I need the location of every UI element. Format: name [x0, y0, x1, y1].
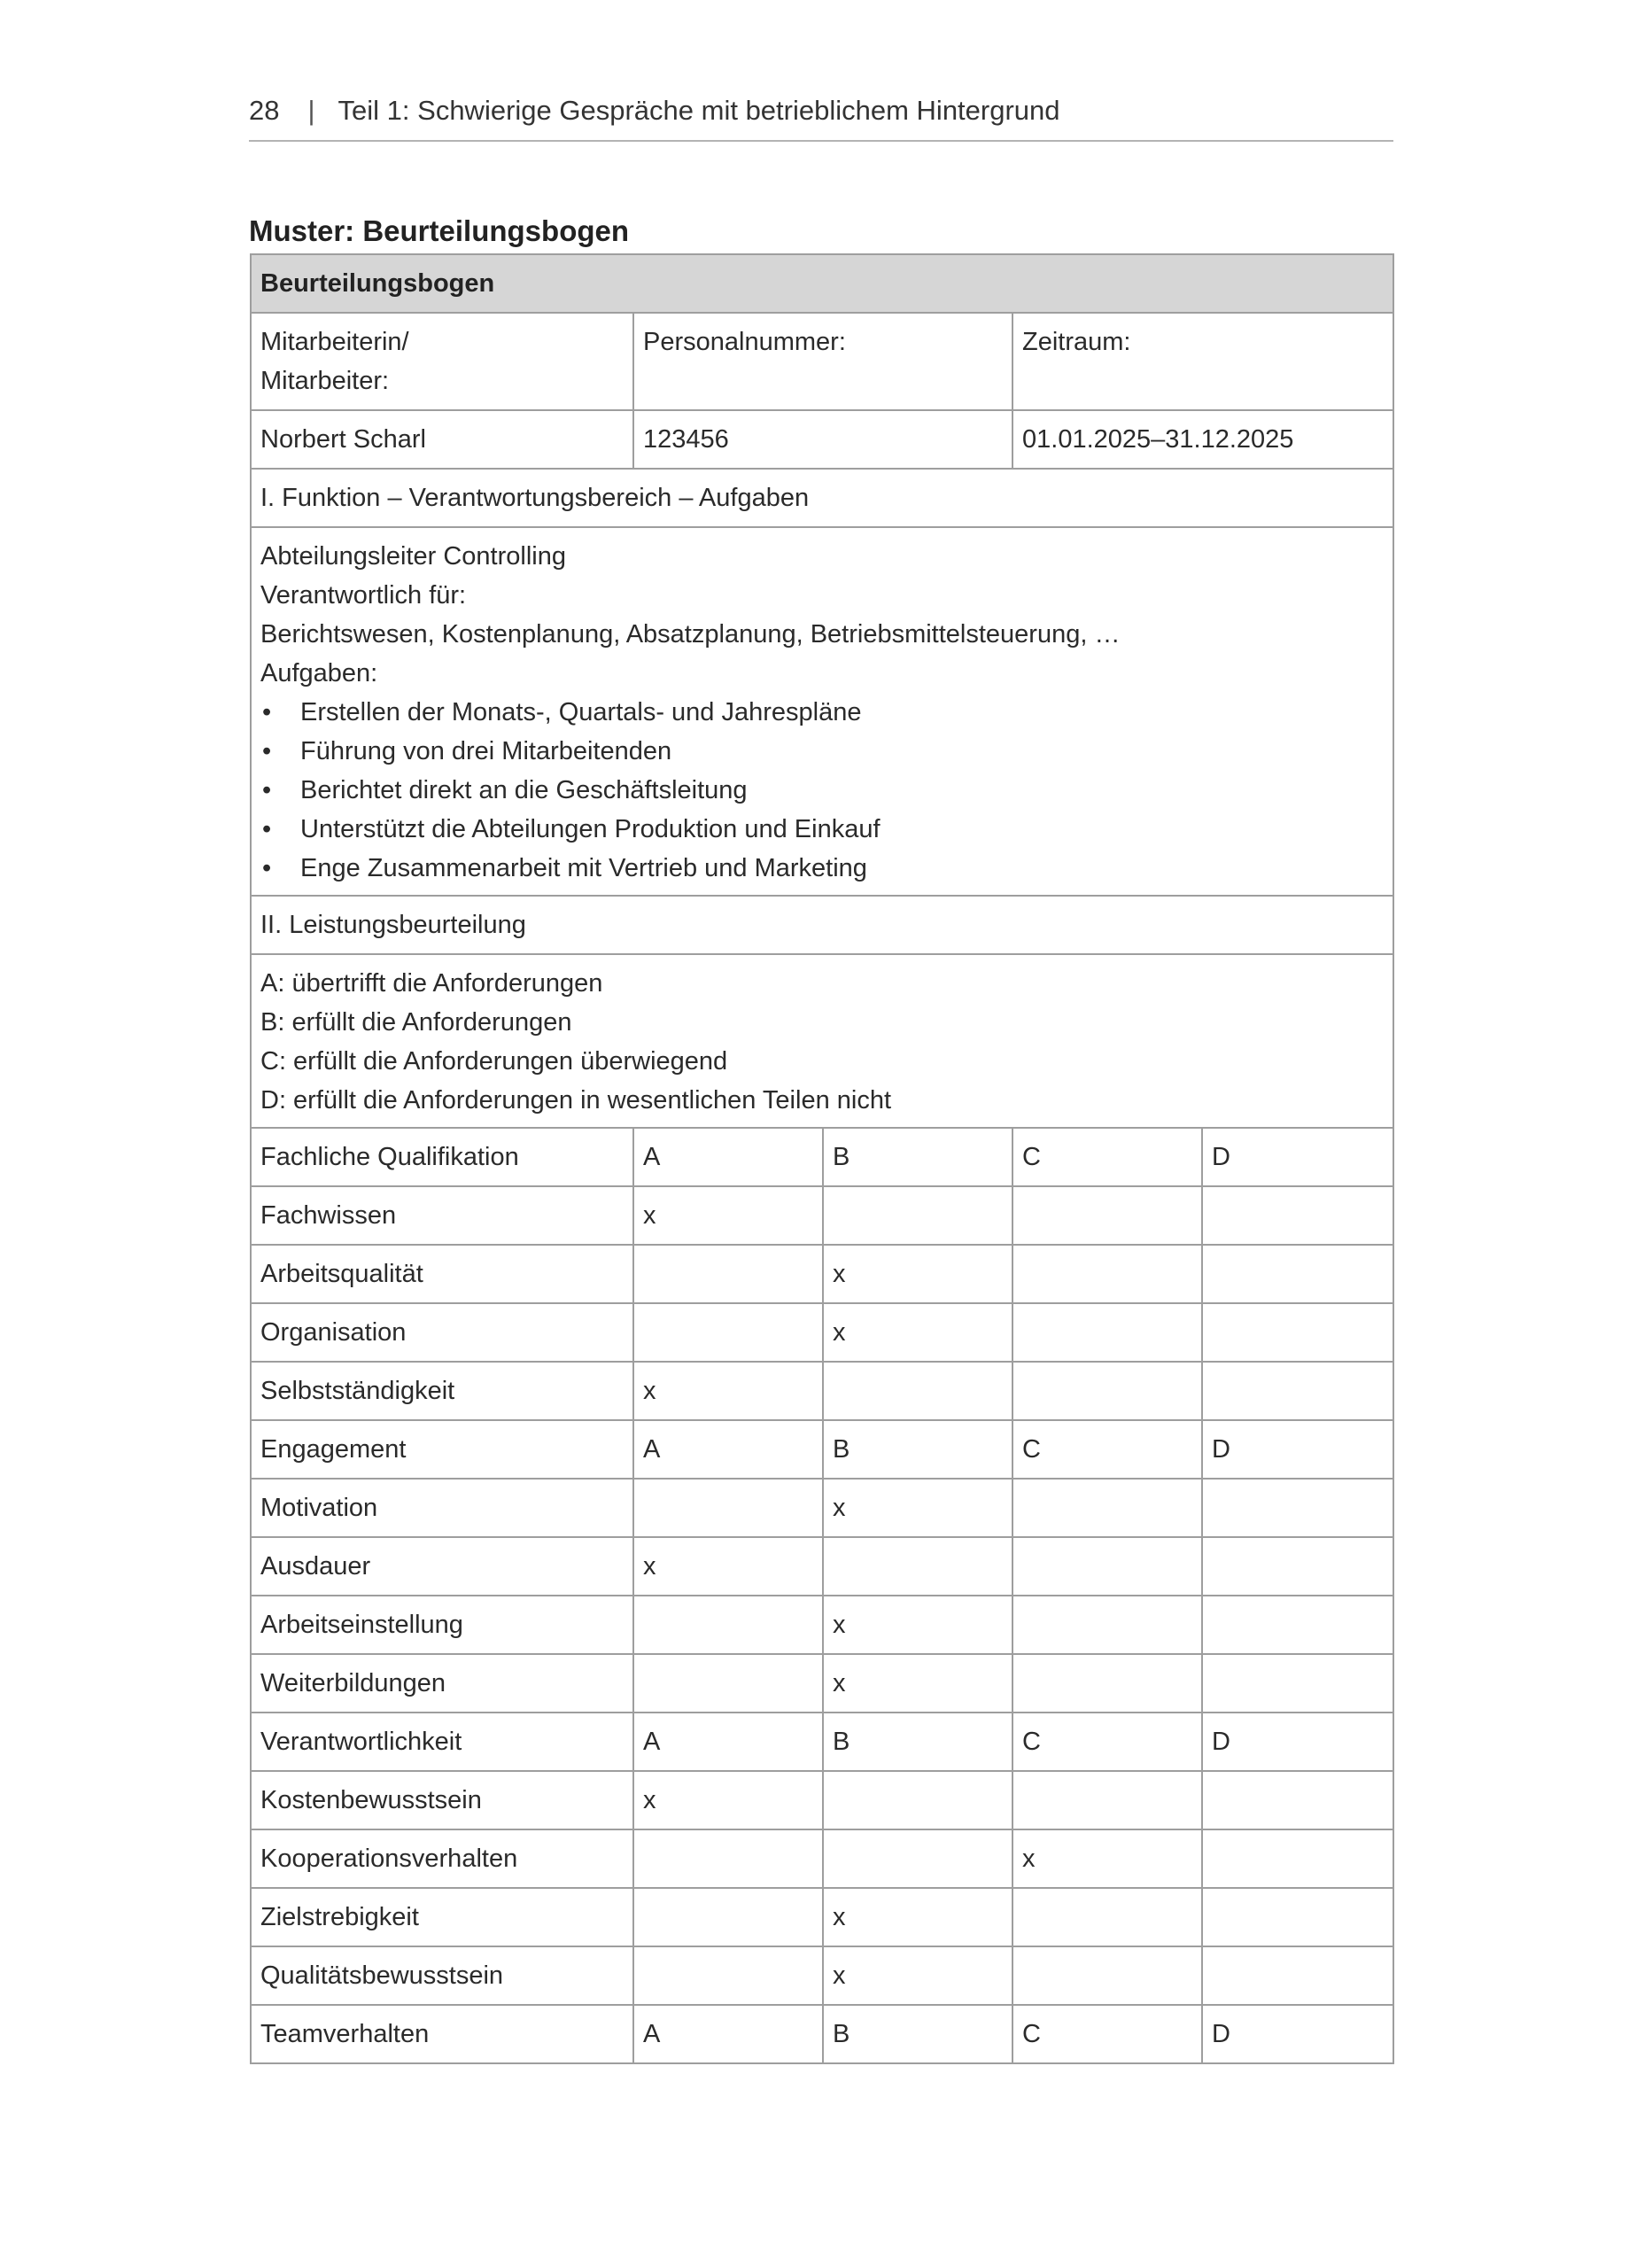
rating-cell-c [1012, 1303, 1202, 1362]
rating-cell-a [633, 1888, 823, 1946]
scale-d: D: erfüllt die Anforderungen in wesentlichen Teilen nicht [260, 1086, 892, 1115]
rating-cell-c [1012, 1362, 1202, 1420]
rating-item-label: Qualitätsbewusstsein [251, 1946, 633, 2005]
task-item [260, 810, 1384, 849]
rating-cell-b [823, 1186, 1012, 1245]
rating-cell-c [1012, 1829, 1202, 1888]
rating-category-label: Teamverhalten [251, 2005, 633, 2063]
grade-header-b: B [823, 1128, 1012, 1186]
tasks-label: Aufgaben: [260, 659, 378, 687]
rating-scale-row [251, 954, 1393, 1128]
running-title: Teil 1: Schwierige Gespräche mit betrieblichem Hintergrund [337, 95, 1060, 126]
rating-cell-b [823, 1479, 1012, 1537]
form-title: Beurteilungsbogen [251, 254, 1393, 313]
rating-mark: x [833, 1669, 846, 1697]
rating-cell-b [823, 1946, 1012, 2005]
rating-cell-c [1012, 1654, 1202, 1713]
rating-category-row [251, 2005, 1393, 2063]
rating-cell-d [1202, 1654, 1393, 1713]
function-line: Abteilungsleiter Controlling [260, 542, 566, 571]
rating-category-row [251, 1713, 1393, 1771]
rating-cell-c [1012, 1946, 1202, 2005]
rating-mark: x [643, 1786, 656, 1814]
task-text: Berichtet direkt an die Geschäftsleitung [300, 776, 748, 804]
rating-item-label: Weiterbildungen [251, 1654, 633, 1713]
rating-mark: x [833, 1318, 846, 1347]
rating-cell-d [1202, 1829, 1393, 1888]
rating-item-label: Motivation [251, 1479, 633, 1537]
rating-item-label: Arbeitsqualität [251, 1245, 633, 1303]
rating-item-row [251, 1654, 1393, 1713]
rating-item-row [251, 1362, 1393, 1420]
rating-cell-c [1012, 1479, 1202, 1537]
rating-item-label: Organisation [251, 1303, 633, 1362]
rating-cell-b [823, 1303, 1012, 1362]
header-separator: | [307, 95, 315, 126]
rating-item-row [251, 1303, 1393, 1362]
section1-body-row [251, 527, 1393, 896]
rating-cell-a [633, 1537, 823, 1596]
rating-cell-c [1012, 1245, 1202, 1303]
grade-header-d: D [1202, 2005, 1393, 2063]
rating-cell-a [633, 1186, 823, 1245]
task-item [260, 771, 1384, 810]
grade-header-a: A [633, 1713, 823, 1771]
task-item [260, 693, 1384, 732]
rating-category-label: Fachliche Qualifikation [251, 1128, 633, 1186]
scale-b: B: erfüllt die Anforderungen [260, 1008, 572, 1037]
section2-heading-row [251, 896, 1393, 954]
bullet-icon: • [262, 815, 272, 843]
rating-mark: x [833, 1611, 846, 1639]
rating-category-row [251, 1128, 1393, 1186]
grade-header-c: C [1012, 2005, 1202, 2063]
employee-label-line1: Mitarbeiterin/ [260, 328, 409, 356]
grade-header-c: C [1012, 1713, 1202, 1771]
section2-heading: II. Leistungsbeurteilung [251, 896, 1393, 954]
page-number: 28 [249, 95, 280, 126]
rating-mark: x [833, 1961, 846, 1990]
rating-cell-b [823, 1888, 1012, 1946]
bullet-icon: • [262, 737, 272, 765]
rating-cell-a [633, 1654, 823, 1713]
rating-cell-b [823, 1596, 1012, 1654]
grade-header-a: A [633, 2005, 823, 2063]
bullet-icon: • [262, 854, 272, 882]
rating-cell-c [1012, 1596, 1202, 1654]
rating-category-row [251, 1420, 1393, 1479]
rating-scale [251, 954, 1393, 1128]
rating-cell-d [1202, 1479, 1393, 1537]
rating-item-row [251, 1946, 1393, 2005]
task-item [260, 849, 1384, 888]
section-title: Muster: Beurteilungsbogen [249, 214, 630, 247]
rating-item-row [251, 1537, 1393, 1596]
rating-cell-a [633, 1771, 823, 1829]
grade-header-b: B [823, 1713, 1012, 1771]
rating-item-row [251, 1186, 1393, 1245]
rating-cell-d [1202, 1771, 1393, 1829]
rating-cell-d [1202, 1596, 1393, 1654]
rating-mark: x [643, 1552, 656, 1581]
grade-header-d: D [1202, 1420, 1393, 1479]
rating-cell-c [1012, 1888, 1202, 1946]
rating-cell-d [1202, 1537, 1393, 1596]
rating-cell-a [633, 1479, 823, 1537]
grade-header-a: A [633, 1420, 823, 1479]
rating-item-row [251, 1888, 1393, 1946]
task-text: Führung von drei Mitarbeitenden [300, 737, 672, 765]
rating-cell-d [1202, 1245, 1393, 1303]
section1-body [251, 527, 1393, 896]
rating-cell-a [633, 1303, 823, 1362]
rating-cell-b [823, 1245, 1012, 1303]
task-item [260, 732, 1384, 771]
assessment-form-table [250, 253, 1394, 2064]
employee-label-line2: Mitarbeiter: [260, 367, 390, 395]
task-text: Unterstützt die Abteilungen Produktion und Einkauf [300, 815, 881, 843]
scale-a: A: übertrifft die Anforderungen [260, 969, 603, 998]
form-title-row [251, 254, 1393, 313]
rating-item-label: Ausdauer [251, 1537, 633, 1596]
rating-item-label: Kostenbewusstsein [251, 1771, 633, 1829]
scale-c: C: erfüllt die Anforderungen überwiegend [260, 1047, 728, 1076]
rating-cell-c [1012, 1537, 1202, 1596]
personnel-number-label: Personalnummer: [633, 313, 1012, 410]
rating-cell-a [633, 1596, 823, 1654]
rating-cell-a [633, 1362, 823, 1420]
rating-mark: x [643, 1201, 656, 1230]
section1-heading: I. Funktion – Verantwortungsbereich – Aufgaben [251, 469, 1393, 527]
rating-mark: x [833, 1494, 846, 1522]
rating-item-row [251, 1245, 1393, 1303]
rating-mark: x [1022, 1845, 1036, 1873]
rating-cell-a [633, 1946, 823, 2005]
section1-heading-row [251, 469, 1393, 527]
rating-item-row [251, 1479, 1393, 1537]
rating-cell-d [1202, 1888, 1393, 1946]
rating-mark: x [833, 1903, 846, 1931]
personnel-number-value: 123456 [633, 410, 1012, 469]
employee-value: Norbert Scharl [251, 410, 633, 469]
rating-item-row [251, 1596, 1393, 1654]
rating-category-label: Verantwortlichkeit [251, 1713, 633, 1771]
grade-header-a: A [633, 1128, 823, 1186]
rating-cell-d [1202, 1186, 1393, 1245]
rating-cell-b [823, 1771, 1012, 1829]
rating-cell-d [1202, 1946, 1393, 2005]
rating-cell-c [1012, 1771, 1202, 1829]
rating-mark: x [833, 1260, 846, 1288]
grade-header-d: D [1202, 1713, 1393, 1771]
bullet-icon: • [262, 698, 272, 726]
period-value: 01.01.2025–31.12.2025 [1012, 410, 1393, 469]
grade-header-d: D [1202, 1128, 1393, 1186]
task-list [260, 693, 1384, 888]
rating-mark: x [643, 1377, 656, 1405]
responsible-for-label: Verantwortlich für: [260, 581, 467, 610]
rating-item-label: Fachwissen [251, 1186, 633, 1245]
employee-label-row [251, 313, 1393, 410]
rating-item-row [251, 1829, 1393, 1888]
task-text: Enge Zusammenarbeit mit Vertrieb und Marketing [300, 854, 867, 882]
grade-header-c: C [1012, 1420, 1202, 1479]
rating-cell-b [823, 1362, 1012, 1420]
grade-header-b: B [823, 2005, 1012, 2063]
rating-cell-d [1202, 1303, 1393, 1362]
rating-cell-a [633, 1829, 823, 1888]
bullet-icon: • [262, 776, 272, 804]
grade-header-c: C [1012, 1128, 1202, 1186]
employee-label-cell [251, 313, 633, 410]
rating-item-label: Zielstrebigkeit [251, 1888, 633, 1946]
period-label: Zeitraum: [1012, 313, 1393, 410]
rating-cell-c [1012, 1186, 1202, 1245]
rating-cell-b [823, 1829, 1012, 1888]
rating-item-label: Selbstständigkeit [251, 1362, 633, 1420]
rating-cell-a [633, 1245, 823, 1303]
rating-item-label: Arbeitseinstellung [251, 1596, 633, 1654]
running-header [249, 89, 1393, 142]
rating-item-label: Kooperationsverhalten [251, 1829, 633, 1888]
rating-cell-d [1202, 1362, 1393, 1420]
grade-header-b: B [823, 1420, 1012, 1479]
rating-category-label: Engagement [251, 1420, 633, 1479]
employee-value-row [251, 410, 1393, 469]
rating-cell-b [823, 1654, 1012, 1713]
rating-cell-b [823, 1537, 1012, 1596]
rating-item-row [251, 1771, 1393, 1829]
responsibilities-line: Berichtswesen, Kostenplanung, Absatzplanung, Betriebsmittelsteuerung, … [260, 620, 1121, 649]
task-text: Erstellen der Monats-, Quartals- und Jahrespläne [300, 698, 862, 726]
